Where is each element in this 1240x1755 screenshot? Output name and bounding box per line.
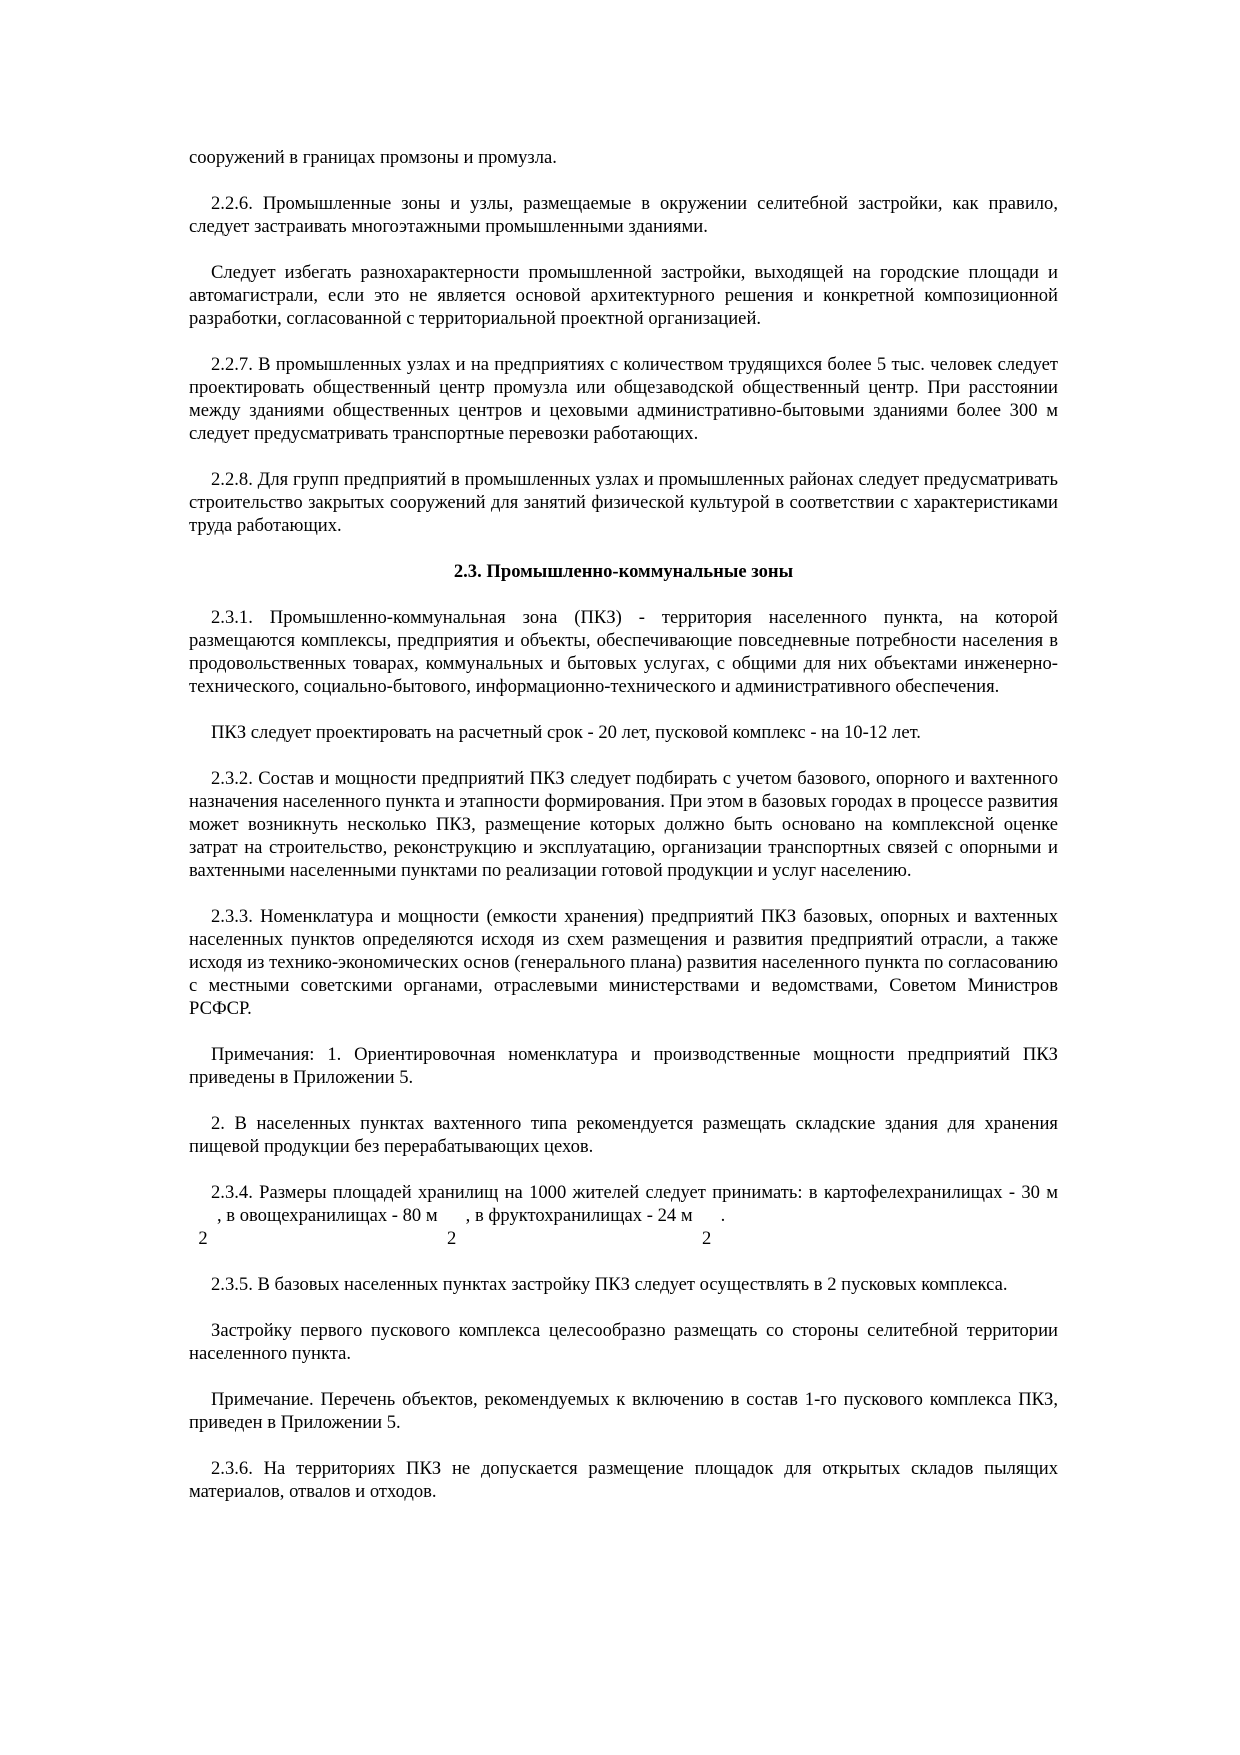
section-heading-2-3: 2.3. Промышленно-коммунальные зоны (453, 561, 794, 582)
paragraph-note-list: Примечание. Перечень объектов, рекомендуемых к включению в состав 1-го пускового комплекса ПКЗ, приведен в Приложении 5. (189, 1389, 1058, 1433)
paragraph-2-3-5: 2.3.5. В базовых населенных пунктах застройку ПКЗ следует осуществлять в 2 пусковых комплекса. (211, 1274, 1008, 1295)
paragraph-2-3-1: 2.3.1. Промышленно-коммунальная зона (ПКЗ) - территория населенного пункта, на которой размещаются комплексы, предприятия и объекты, обеспечивающие повседневные потребности населения в продовольственных товарах, коммунальных и бытовых услугах, с общими для них объектами инженерно-технического, социально-бытового, информационно-технического и административного обеспечения. (189, 607, 1058, 697)
storage-text-part-1: 2.3.4. Размеры площадей хранилищ на 1000 жителей следует принимать: в картофелехранилищах - 30 м (211, 1182, 1058, 1203)
paragraph-2-2-8: 2.2.8. Для групп предприятий в промышленных узлах и промышленных районах следует предусматривать строительство закрытых сооружений для занятий физической культурой в соответствии с характеристиками труда работающих. (189, 469, 1058, 536)
square-meter-exponent-2: 2 (446, 1228, 457, 1249)
paragraph-continuation: сооружений в границах промзоны и промузла. (189, 147, 557, 168)
storage-text-part-3: , в фруктохранилищах - 24 м (465, 1205, 693, 1226)
storage-text-part-4: . (720, 1205, 726, 1226)
paragraph-2-3-3: 2.3.3. Номенклатура и мощности (емкости хранения) предприятий ПКЗ базовых, опорных и вахтенных населенных пунктов определяются исходя из схем размещения и развития предприятий отрасли, а также исходя из технико-экономических основ (генерального плана) развития населенного пункта по согласованию с местными советскими органами, отраслевыми министерствами и ведомствами, Советом Министров РСФСР. (189, 906, 1058, 1019)
paragraph-note-1: Примечания: 1. Ориентировочная номенклатура и производственные мощности предприятий ПКЗ приведены в Приложении 5. (189, 1044, 1058, 1088)
paragraph-note-2: 2. В населенных пунктах вахтенного типа рекомендуется размещать складские здания для хранения пищевой продукции без перерабатывающих цехов. (189, 1113, 1058, 1157)
paragraph-2-2-7: 2.2.7. В промышленных узлах и на предприятиях с количеством трудящихся более 5 тыс. человек следует проектировать общественный центр промузла или общезаводской общественный центр. При расстоянии между зданиями общественных центров и цеховыми административно-бытовыми зданиями более 300 м следует предусматривать транспортные перевозки работающих. (189, 354, 1058, 444)
paragraph-first-complex: Застройку первого пускового комплекса целесообразно размещать со стороны селитебной территории населенного пункта. (189, 1320, 1058, 1364)
paragraph-2-2-6: 2.2.6. Промышленные зоны и узлы, размещаемые в окружении селитебной застройки, как правило, следует застраивать многоэтажными промышленными зданиями. (189, 193, 1058, 237)
paragraph-2-3-6: 2.3.6. На территориях ПКЗ не допускается размещение площадок для открытых складов пылящих материалов, отвалов и отходов. (189, 1458, 1058, 1502)
paragraph-2-3-2: 2.3.2. Состав и мощности предприятий ПКЗ следует подбирать с учетом базового, опорного и вахтенного назначения населенного пункта и этапности формирования. При этом в базовых городах в процессе развития может возникнуть несколько ПКЗ, размещение которых должно быть основано на комплексной оценке затрат на строительство, реконструкцию и эксплуатацию, организации транспортных связей с опорными и вахтенными населенными пунктами по реализации готовой продукции и услуг населению. (189, 768, 1058, 881)
storage-text-part-2: , в овощехранилищах - 80 м (217, 1205, 438, 1226)
paragraph-pkz-term: ПКЗ следует проектировать на расчетный срок - 20 лет, пусковой комплекс - на 10-12 лет. (211, 722, 921, 743)
square-meter-exponent-1: 2 (198, 1228, 208, 1249)
paragraph-avoid-diversity: Следует избегать разнохарактерности промышленной застройки, выходящей на городские площади и автомагистрали, если это не является основой архитектурного решения и конкретной композиционной разработки, согласованной с территориальной проектной организацией. (189, 262, 1058, 329)
document-page (189, 146, 1058, 1526)
paragraph-2-3-4 (189, 1181, 1058, 1249)
square-meter-exponent-3: 2 (701, 1228, 712, 1249)
